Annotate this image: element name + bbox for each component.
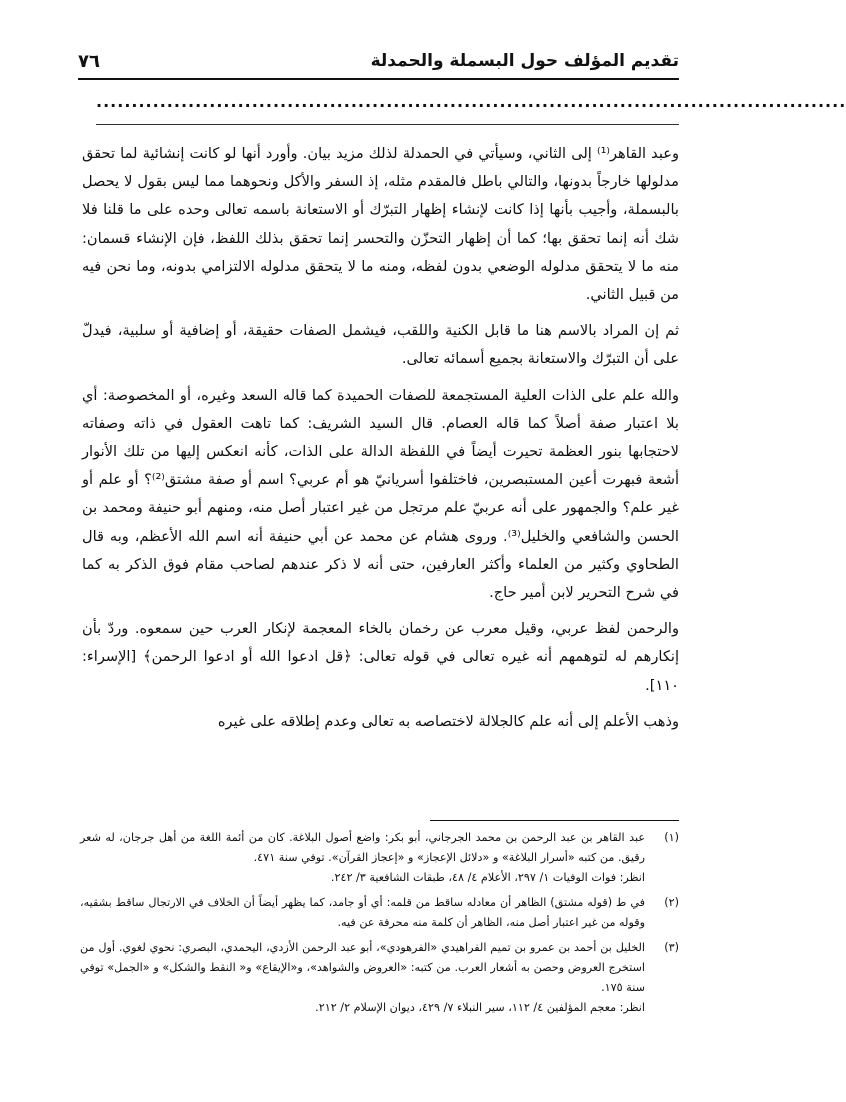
footnote <box>80 828 679 888</box>
paragraph: والله علم على الذات العلية المستجمعة للصفات الحميدة كما قاله السعد وغيره، أو المخصوصة: أي بلا اعتبار صفة أصلاً كما قاله العصام. قال السيد الشريف: كما تاهت العقول في ذاته وصفاته لاحتجابها بنور العظمة تحيرت أيضاً في اللفظة الدالة على الذات، كأنه انعكس إليها من تلك الأنوار أشعة فبهرت أعين المستبصرين، فاختلفوا أسريانيّ هو أم عربي؟ اسم أو صفة مشتق⁽²⁾؟ أو علم أو غير علم؟ والجمهور على أنه عربيّ علم مرتجل من غير اعتبار أصل منه، ومنهم أبو حنيفة ومحمد بن الحسن والشافعي والخليل⁽³⁾. وروى هشام عن محمد عن أبي حنيفة أنه اسم الله الأعظم، وبه قال الطحاوي وكثير من العلماء وأكثر العارفين، حتى أنه لا ذكر عندهم لصاحب مقام فوق الذكر به كما في شرح التحرير لابن أمير حاج. <box>82 386 680 602</box>
footnote-rule <box>430 820 679 821</box>
page-number: ٧٦ <box>78 50 100 72</box>
page-header <box>78 44 679 80</box>
footnote-number: (٣) <box>664 941 679 954</box>
footnote <box>80 938 679 1018</box>
footnote-text: الخليل بن أحمد بن عمرو بن تميم الفراهيدي «الفرهودي»، أبو عبد الرحمن الأزدي، اليحمدي، البصري: نحوي لغوي. أول من استخرج العروض وحصن به أشعار العرب. من كتبه: «العروض والشواهد»، و«الإيقاع» و« النقط والشكل» و «الجمل» توفي سنة ١٧٥. <box>80 941 645 994</box>
main-text <box>82 140 679 744</box>
footnote-text: عبد القاهر بن عبد الرحمن بن محمد الجرجاني، أبو بكر: واضع أصول البلاغة. كان من أئمة اللغة من أهل جرجان، له شعر رقيق. من كتبه «أسرار البلاغة» و «دلائل الإعجاز» و «إعجاز القرآن». توفي سنة ٤٧١. <box>80 831 645 864</box>
footnote <box>80 893 679 933</box>
footnote-reference: انظر: معجم المؤلفين ٤/ ١١٢، سير النبلاء ٧/ ٤٢٩، ديوان الإسلام ٢/ ٢١٢. <box>315 1001 645 1014</box>
running-title: تقديم المؤلف حول البسملة والحمدلة <box>370 51 679 71</box>
footnote-number: (٢) <box>664 896 679 909</box>
footnote-reference: انظر: فوات الوفيات ١/ ٢٩٧، الأعلام ٤/ ٤٨، طبقات الشافعية ٣/ ٢٤٢. <box>330 871 645 884</box>
paragraph: والرحمن لفظ عربي، وقيل معرب عن رخمان بالخاء المعجمة لإنكار العرب حين سمعوه. وردّ بأن إنكارهم له لتوهمهم أنه غيره تعالى في قوله تعالى: ﴿قل ادعوا الله أو ادعوا الرحمن﴾ [الإسراء: ١١٠]. <box>82 620 679 694</box>
paragraph: وعبد القاهر⁽¹⁾ إلى الثاني، وسيأتي في الحمدلة لذلك مزيد بيان. وأورد أنها لو كانت إنشائية لما تحقق مدلولها خارجاً بدونها، والتالي باطل فالمقدم مثله، إذ السفر والأكل ونحوهما مما ليس بقول لا يحصل بالبسملة، وأجيب بأنها إذا كانت لإنشاء إظهار التبرّك أو الاستعانة باسمه تعالى وحده على ما قلنا فلا شك أنه إنما تحقق بها؛ كما أن إظهار التحزّن والتحسر إنما تحقق بذلك اللفظ، فإن الإنشاء قسمان: منه ما لا يتحقق مدلوله الوضعي بدون لفظه، ومنه ما لا يتحقق مدلوله الالتزامي بدونه، وما نحن فيه من قبيل الثاني. <box>82 145 680 304</box>
separator-rule <box>96 124 679 125</box>
paragraph: ثم إن المراد بالاسم هنا ما قابل الكنية واللقب، فيشمل الصفات حقيقة، أو إضافية أو سلبية، فيدلّ على أن التبرّك والاستعانة بجميع أسمائه تعالى. <box>82 322 679 368</box>
footnote-number: (١) <box>664 831 679 844</box>
footnotes <box>80 828 679 1023</box>
paragraph: وذهب الأعلم إلى أنه علم كالجلالة لاختصاصه به تعالى وعدم إطلاقه على غيره <box>217 712 679 730</box>
dotted-separator: .......................................................................................................... <box>96 92 846 111</box>
footnote-text: في ط (قوله مشتق) الظاهر أن معادله ساقط من قلمه: أي أو جامد، كما يظهر أيضاً أن الخلاف في الارتجال ساقط بشقيه، وقوله من غير اعتبار أصل منه، الظاهر أن كلمة منه محرفة عن فيه. <box>80 896 645 929</box>
